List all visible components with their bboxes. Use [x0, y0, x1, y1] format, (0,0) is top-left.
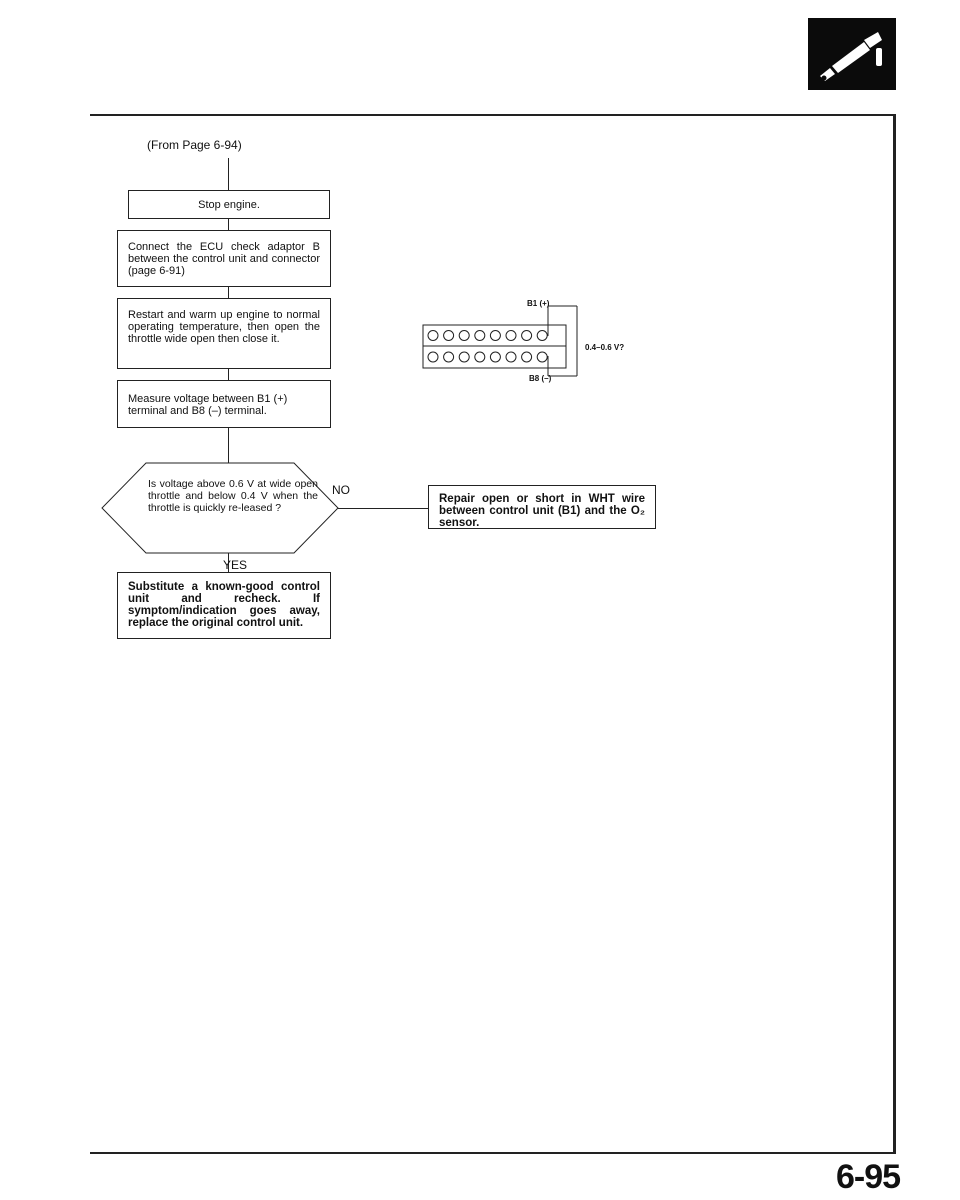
flow-connector — [228, 427, 229, 463]
connector-pin — [506, 352, 516, 362]
step-stop-engine — [128, 190, 330, 219]
connector-pin — [475, 331, 485, 341]
connector-pin — [428, 331, 438, 341]
b8-terminal-label: B8 (–) — [529, 374, 552, 383]
connector-pin — [490, 352, 500, 362]
step-text: Restart and warm up engine to normal operating temperature, then open the throttle wide open then close it. — [128, 309, 320, 345]
step-text: Measure voltage between B1 (+) terminal and B8 (–) terminal. — [128, 393, 288, 417]
right-rule — [893, 114, 896, 1154]
flow-connector — [228, 286, 229, 298]
b1-terminal-label: B1 (+) — [527, 299, 550, 308]
page-number: 6-95 — [836, 1158, 901, 1196]
flow-connector — [228, 368, 229, 380]
action-substitute-control-unit — [117, 572, 331, 639]
step-text: Connect the ECU check adaptor B between the control unit and connector (page 6-91) — [128, 241, 320, 277]
connector-pin — [506, 331, 516, 341]
connector-pin — [444, 331, 454, 341]
connector-pin — [459, 331, 469, 341]
connector-pin — [537, 331, 547, 341]
connector-pin — [490, 331, 500, 341]
connector-pin — [522, 352, 532, 362]
step-warm-up-engine — [117, 298, 331, 369]
step-text: Stop engine. — [198, 198, 260, 211]
no-branch-line — [338, 508, 428, 509]
action-text: Repair open or short in WHT wire between control unit (B1) and the O₂ sensor. — [439, 493, 645, 529]
from-page-label: (From Page 6-94) — [147, 138, 242, 152]
yes-label: YES — [223, 558, 248, 572]
connector-pin — [475, 352, 485, 362]
decision-question: Is voltage above 0.6 V at wide open throttle and below 0.4 V when the throttle is quickly re-leased ? — [148, 478, 318, 514]
flow-connector — [228, 158, 229, 190]
flow-connector — [228, 218, 229, 230]
no-label: NO — [332, 483, 350, 497]
top-rule — [90, 114, 896, 116]
connector-pin — [537, 352, 547, 362]
voltage-spec-label: 0.4–0.6 V? — [585, 343, 625, 352]
connector-pin — [444, 352, 454, 362]
connector-pin — [459, 352, 469, 362]
connector-pin — [522, 331, 532, 341]
action-text: Substitute a known-good control unit and recheck. If symptom/indication goes away, replace the original control unit. — [128, 581, 320, 629]
bottom-rule — [90, 1152, 896, 1154]
spark-plug-icon — [808, 18, 896, 90]
action-repair-wire — [428, 485, 656, 529]
connector-pin — [428, 352, 438, 362]
step-measure-voltage — [117, 380, 331, 428]
step-connect-adaptor — [117, 230, 331, 287]
